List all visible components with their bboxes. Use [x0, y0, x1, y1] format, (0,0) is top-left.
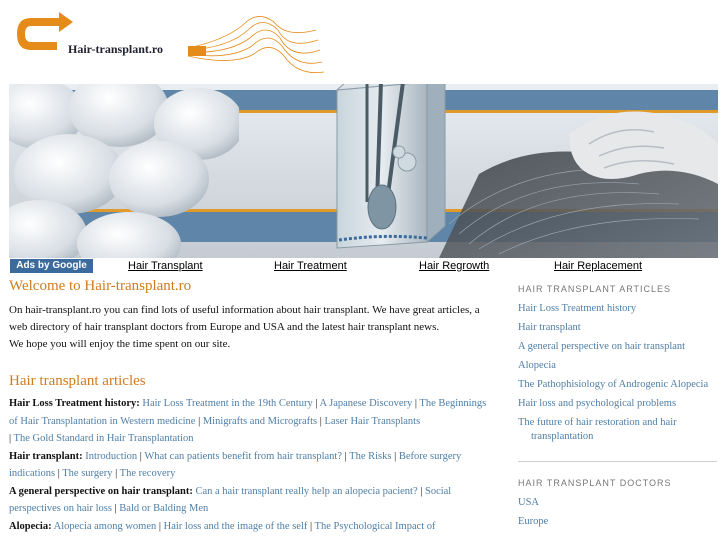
- article-link[interactable]: The Gold Standard in Hair Transplantation: [13, 433, 194, 444]
- sidebar-article-line-1: The future of hair restoration and hair: [518, 417, 677, 428]
- category-label: Alopecia:: [9, 520, 52, 532]
- articles-title: Hair transplant articles: [9, 373, 146, 389]
- article-link[interactable]: The Beginnings of Hair Transplantation in Western medicine: [9, 398, 487, 427]
- sidebar-article-line-2: transplantation: [531, 431, 594, 442]
- ads-by-google-label[interactable]: Ads by Google: [10, 259, 93, 273]
- category-general-perspective: A general perspective on hair transplant: Can a hair transplant really help an alopecia pacient? | Social perspectives on hair loss | Bald or Balding Men: [9, 485, 452, 514]
- sidebar-article-link-future[interactable]: [518, 416, 723, 444]
- sidebar-article-link[interactable]: Hair Loss Treatment history: [518, 303, 637, 314]
- article-link[interactable]: Laser Hair Transplants: [324, 415, 421, 427]
- article-link[interactable]: Hair loss and the image of the self: [163, 520, 308, 532]
- category-label: Hair transplant:: [9, 450, 83, 462]
- article-link[interactable]: Before surgery indications: [9, 450, 462, 479]
- sidebar-divider: [518, 461, 717, 462]
- header-banner: [9, 84, 718, 258]
- nav-link-hair-treatment[interactable]: Hair Treatment: [274, 260, 347, 272]
- article-link[interactable]: A Japanese Discovery: [319, 398, 413, 409]
- article-link[interactable]: The recovery: [119, 468, 176, 479]
- article-link[interactable]: The Psychological Impact of: [314, 520, 436, 532]
- sidebar-article-link[interactable]: The Pathophisiology of Androgenic Alopecia: [518, 379, 709, 390]
- decorative-lines-icon: [188, 10, 328, 85]
- category-hair-transplant: Hair transplant: Introduction | What can patients benefit from hair transplant? | The Risks | Before surgery indications | The surgery | The recovery: [9, 450, 462, 479]
- follicle-illustration-icon: [327, 84, 457, 258]
- welcome-title: Welcome to Hair-transplant.ro: [9, 278, 192, 294]
- sidebar-doctors-heading: HAIR TRANSPLANT DOCTORS: [518, 478, 672, 488]
- top-nav: [0, 258, 727, 274]
- article-link[interactable]: The Risks: [349, 450, 392, 462]
- logo-text[interactable]: Hair-transplant.ro: [68, 42, 163, 56]
- article-link[interactable]: Minigrafts and Micrografts: [202, 415, 318, 427]
- intro-text-1: On hair-transplant.ro you can find lots of useful information about hair transplant. We have great articles, a web directory of hair transplant doctors from Europe and USA and the latest hair transplant news.: [9, 304, 480, 333]
- category-alopecia: Alopecia: Alopecia among women | Hair loss and the image of the self | The Psychological Impact of: [9, 520, 436, 532]
- sidebar-article-link[interactable]: A general perspective on hair transplant: [518, 341, 686, 352]
- category-history: Hair Loss Treatment history: Hair Loss Treatment in the 19th Century | A Japanese Discovery | The Beginnings of Hair Transplantation in Western medicine | Minigrafts and Micrografts | Laser Hair Transplants | The Gold Standard in Hair Transplantation: [9, 398, 487, 444]
- article-link[interactable]: Social perspectives on hair loss: [9, 485, 452, 514]
- sidebar-article-link[interactable]: Hair loss and psychological problems: [518, 398, 677, 409]
- intro-text-2: We hope you will enjoy the time spent on our site.: [9, 338, 231, 350]
- sidebar: [518, 282, 723, 534]
- article-link[interactable]: Bald or Balding Men: [119, 503, 209, 514]
- nav-link-hair-replacement[interactable]: Hair Replacement: [554, 260, 643, 272]
- article-link[interactable]: Can a hair transplant really help an alopecia pacient?: [195, 485, 418, 497]
- main-content: [9, 276, 489, 535]
- nav-link-hair-transplant[interactable]: Hair Transplant: [128, 260, 203, 272]
- sidebar-articles-heading: HAIR TRANSPLANT ARTICLES: [518, 284, 672, 294]
- spheres-image-icon: [9, 84, 239, 258]
- sidebar-article-link[interactable]: Alopecia: [518, 360, 556, 371]
- article-link[interactable]: Introduction: [85, 450, 138, 462]
- site-header: [0, 0, 727, 258]
- intro-paragraph: [9, 302, 489, 353]
- article-link[interactable]: Hair Loss Treatment in the 19th Century: [142, 398, 313, 409]
- article-link[interactable]: What can patients benefit from hair transplant?: [144, 450, 342, 462]
- sidebar-article-link[interactable]: Hair transplant: [518, 322, 581, 333]
- category-label: A general perspective on hair transplant:: [9, 485, 193, 497]
- category-label: Hair Loss Treatment history:: [9, 398, 140, 409]
- nav-link-hair-regrowth[interactable]: Hair Regrowth: [419, 260, 490, 272]
- sidebar-doctors-europe[interactable]: Europe: [518, 516, 549, 527]
- article-link[interactable]: Alopecia among women: [53, 520, 157, 532]
- sidebar-doctors-usa[interactable]: USA: [518, 497, 540, 508]
- hair-hand-image-icon: [439, 84, 718, 258]
- article-link[interactable]: The surgery: [62, 468, 113, 479]
